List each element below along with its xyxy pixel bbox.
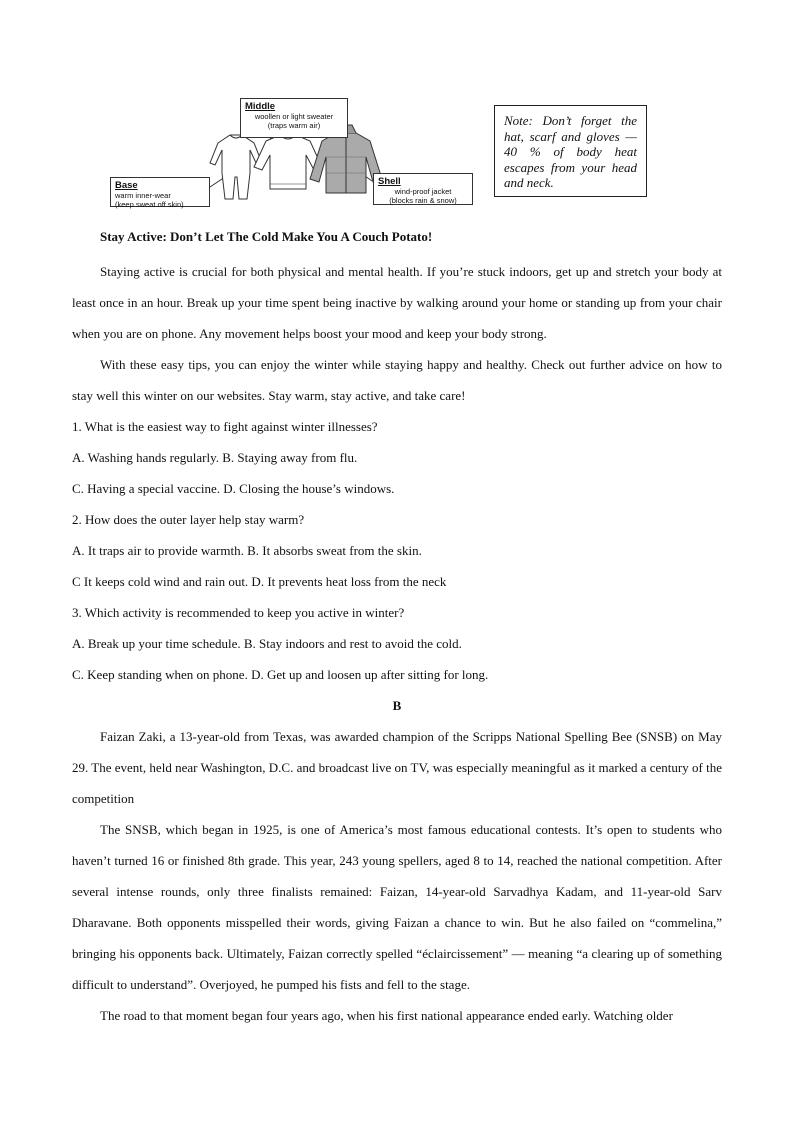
shell-layer-title: Shell bbox=[378, 176, 401, 187]
question-3-options-cd: C. Keep standing when on phone. D. Get up and loosen up after sitting for long. bbox=[72, 667, 489, 682]
middle-layer-label bbox=[240, 98, 348, 138]
base-layer-note: (keep sweat off skin) bbox=[115, 200, 184, 209]
section-a-paragraph-2: With these easy tips, you can enjoy the winter while staying happy and healthy. Check out further advice on how to stay well this winter on our websites. Stay warm, stay active, and take care! bbox=[72, 357, 722, 403]
middle-layer-icon bbox=[254, 135, 322, 189]
section-a-paragraph-1: Staying active is crucial for both physical and mental health. If you’re stuck indoors, get up and stretch your body at least once in an hour. Break up your time spent being inactive by walking around your home or standing up from your chair when you are on phone. Any movement helps boost your mood and keep your body strong. bbox=[72, 264, 722, 341]
question-2-options-cd: C It keeps cold wind and rain out. D. It prevents heat loss from the neck bbox=[72, 574, 447, 589]
middle-layer-desc: woollen or light sweater bbox=[254, 112, 334, 121]
note-box: Note: Don’t forget the hat, scarf and gloves — 40 % of body heat escapes from your head and neck. bbox=[494, 105, 647, 197]
question-1-options-cd: C. Having a special vaccine. D. Closing the house’s windows. bbox=[72, 481, 395, 496]
question-1: 1. What is the easiest way to fight against winter illnesses? bbox=[72, 419, 378, 434]
shell-layer-label bbox=[373, 173, 473, 205]
question-2-options-ab: A. It traps air to provide warmth. B. It absorbs sweat from the skin. bbox=[72, 543, 422, 558]
question-3-options-ab: A. Break up your time schedule. B. Stay indoors and rest to avoid the cold. bbox=[72, 636, 462, 651]
base-layer-desc: warm inner-wear bbox=[115, 191, 171, 200]
base-layer-title: Base bbox=[115, 180, 138, 191]
clothing-layers-figure bbox=[100, 95, 480, 210]
section-b-title: B bbox=[392, 698, 402, 713]
section-a-heading: Stay Active: Don’t Let The Cold Make You A Couch Potato! bbox=[100, 229, 433, 244]
question-3: 3. Which activity is recommended to keep you active in winter? bbox=[72, 605, 405, 620]
middle-layer-note: (traps warm air) bbox=[267, 121, 321, 130]
shell-layer-note: (blocks rain & snow) bbox=[389, 196, 457, 205]
shell-layer-desc: wind-proof jacket bbox=[394, 187, 452, 196]
section-b-paragraph-3: The road to that moment began four years ago, when his first national appearance ended early. Watching older bbox=[100, 1008, 673, 1023]
base-layer-label bbox=[110, 177, 210, 207]
middle-layer-title: Middle bbox=[245, 101, 276, 112]
question-1-options-ab: A. Washing hands regularly. B. Staying away from flu. bbox=[72, 450, 358, 465]
article-content bbox=[72, 227, 722, 1031]
section-b-paragraph-1: Faizan Zaki, a 13-year-old from Texas, was awarded champion of the Scripps National Spelling Bee (SNSB) on May 29. The event, held near Washington, D.C. and broadcast live on TV, was especially meaningful as it marked a century of the competition bbox=[72, 729, 722, 806]
question-2: 2. How does the outer layer help stay warm? bbox=[72, 512, 305, 527]
section-b-paragraph-2: The SNSB, which began in 1925, is one of America’s most famous educational contests. It’s open to students who haven’t turned 16 or finished 8th grade. This year, 243 young spellers, aged 8 to 14, reached the national competition. After several intense rounds, only three finalists remained: Faizan, 14-year-old Sarvadhya Kadam, and 11-year-old Sarv Dharavane. Both opponents misspelled their words, giving Faizan a chance to win. But he also failed on “commelina,” bringing his opponents back. Ultimately, Faizan correctly spelled “éclaircissement” — meaning “a clearing up of something difficult to understand”. Overjoyed, he pumped his fists and fell to the stage. bbox=[72, 822, 722, 992]
